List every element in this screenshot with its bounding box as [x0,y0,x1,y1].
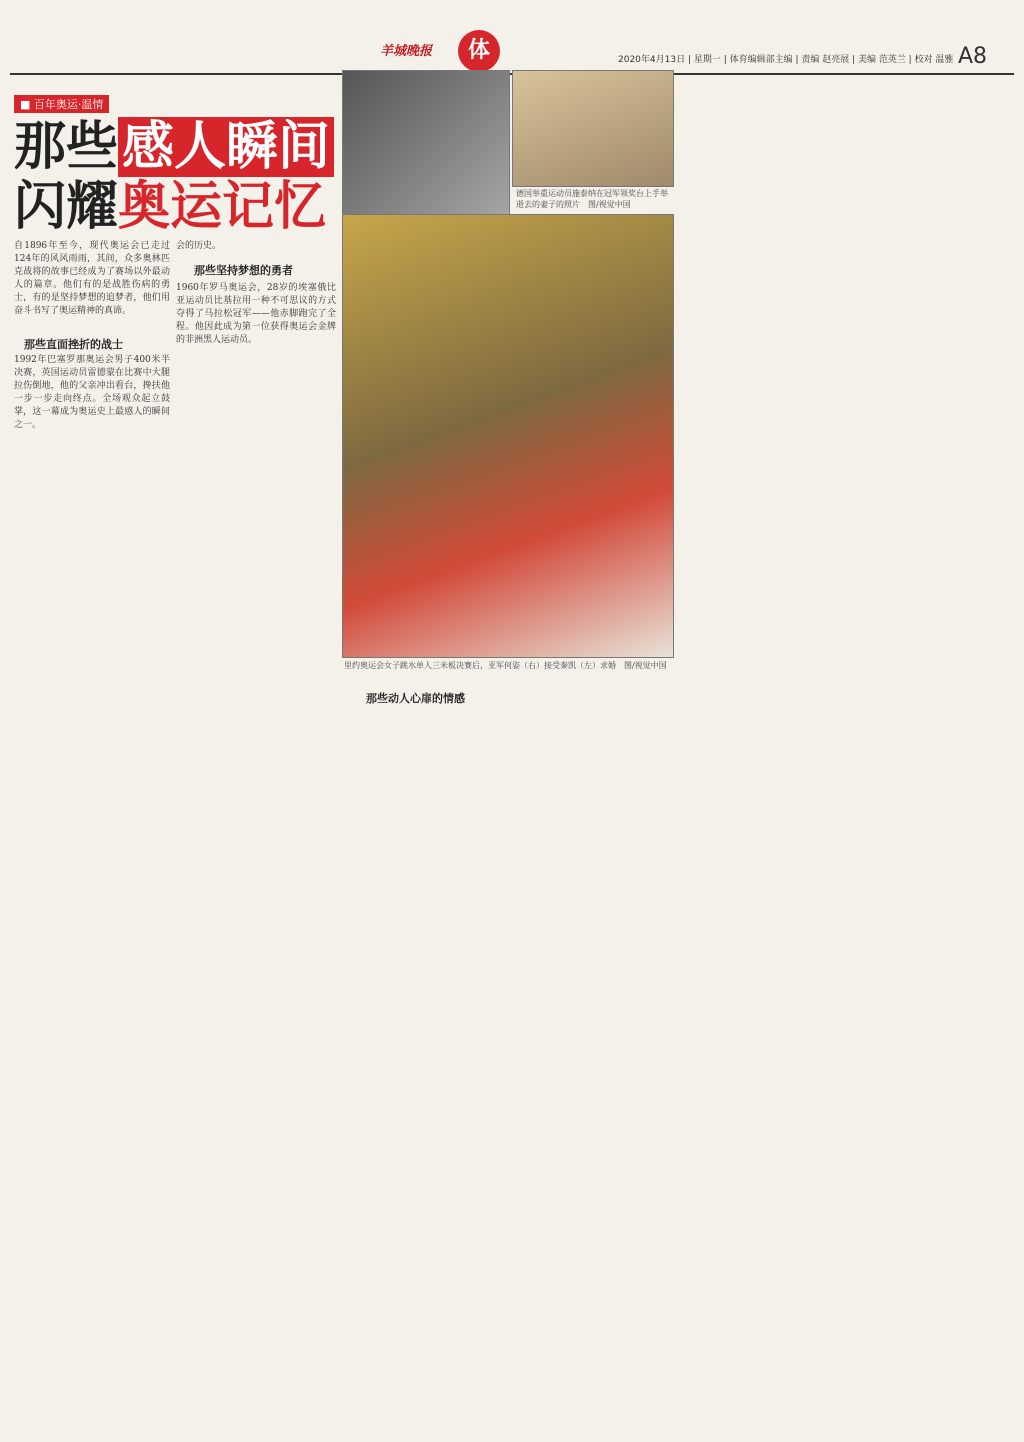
olympic-para-2: 1992年巴塞罗那奥运会男子400米半决赛，英国运动员雷德蒙在比赛中大腿拉伤倒地，他的父亲冲出看台，搀扶他一步一步走向终点。全场观众起立鼓掌，这一幕成为奥运史上最感人的瞬间之一。 [14,355,170,430]
subhead-fighters: 那些直面挫折的战士 [24,338,123,351]
page-number: A8 [958,44,988,69]
photo-bikila [342,70,510,237]
olympic-title-line2: 闪耀奥运记忆 [14,177,327,237]
olympic-tag: ■ 百年奥运·温情 [14,95,109,113]
newspaper-logo: 羊城晚报 [380,44,433,59]
olympic-para-1b: 会的历史。 [176,241,222,251]
olympic-para-1: 自1896年至今，现代奥运会已走过124年的风风雨雨，其间，众多奥林匹克战将的故事已经成为了赛场以外最动人的篇章。他们有的是战胜伤病的勇士，有的是坚持梦想的追梦者，他们用奋斗书写了奥运精神的真谛。 [14,241,170,316]
section-badge: 体 [458,30,500,72]
photo-proposal [342,214,674,658]
subhead-emotions: 那些动人心扉的情感 [366,692,465,705]
subhead-dreamers: 那些坚持梦想的勇者 [194,264,293,277]
olympic-title-line1: 那些感人瞬间 [14,118,334,176]
photo-steiner [512,70,674,187]
photo-steiner-caption: 德国举重运动员施泰纳在冠军领奖台上手举逝去的妻子的照片 图/视觉中国 [516,189,668,209]
olympic-para-3: 1960年罗马奥运会，28岁的埃塞俄比亚运动员比基拉用一种不可思议的方式夺得了马拉松冠军——他赤脚跑完了全程。他因此成为第一位获得奥运会金牌的非洲黑人运动员。 [176,283,336,345]
photo-proposal-caption: 里约奥运会女子跳水单人三米板决赛后，亚军何姿（右）接受秦凯（左）求婚 图/视觉中国 [344,661,667,670]
date-line: 2020年4月13日 | 星期一 | 体育编辑部主编 | 责编 赵亮展 | 美编 范英兰 | 校对 温雅 [618,55,954,65]
